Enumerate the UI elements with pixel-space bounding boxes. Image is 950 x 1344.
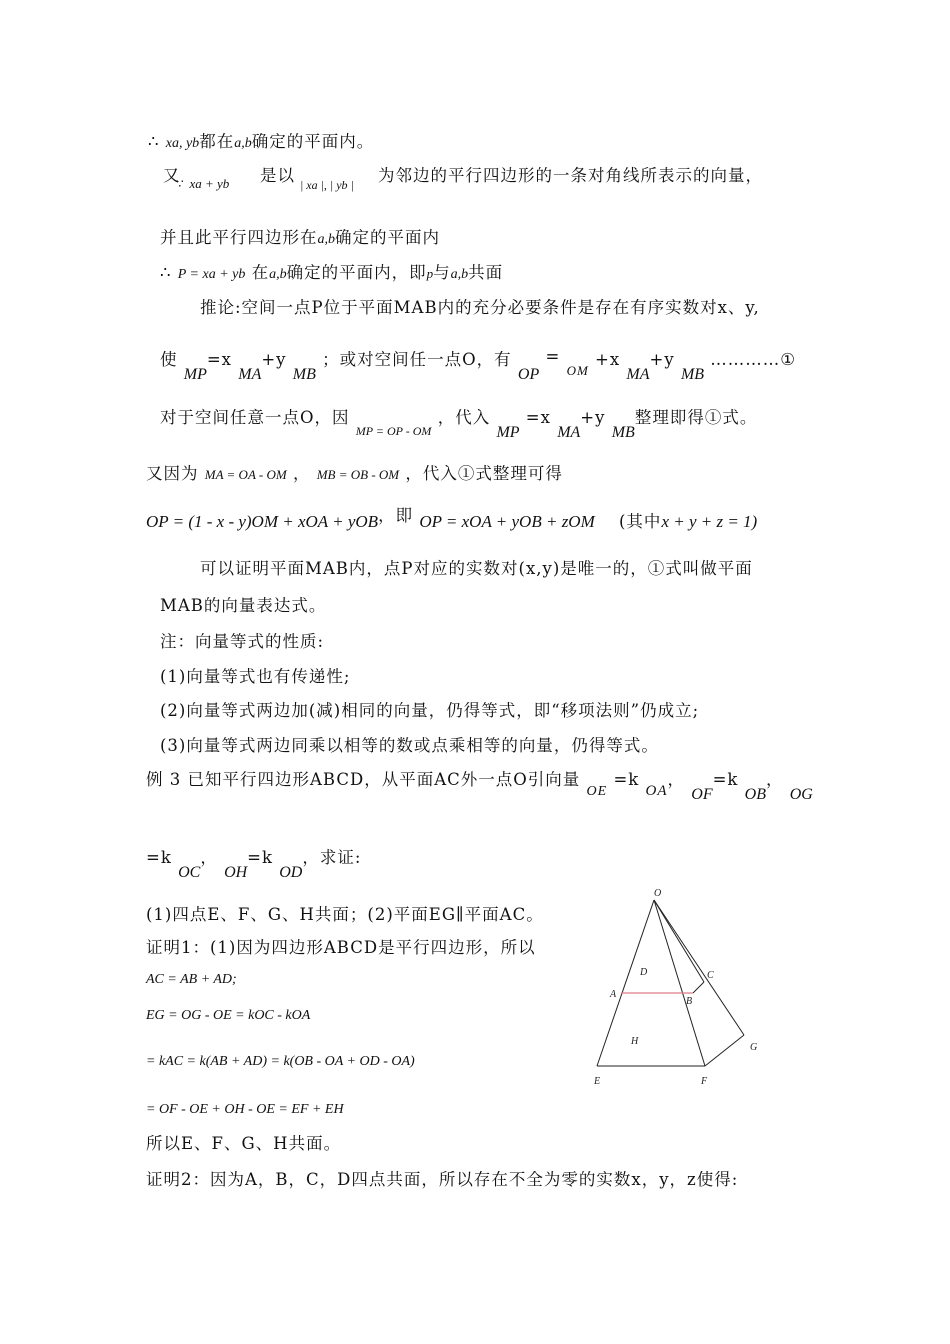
vector-label: OD: [279, 864, 303, 881]
text-span: ，: [766, 770, 784, 789]
text-span: ，即: [378, 506, 414, 525]
text-span: ，: [667, 770, 686, 789]
vector-label: OM: [566, 363, 589, 378]
edge-BC: [693, 982, 704, 993]
because-expression: [176, 176, 229, 192]
vector-expression: a,b: [450, 267, 469, 282]
label-F: F: [701, 1076, 708, 1087]
text-span: 并且此平行四边形在: [160, 228, 318, 247]
vector-label: OP: [517, 366, 540, 383]
vector-expression: a,b: [317, 232, 335, 247]
text-span: +y: [261, 350, 287, 369]
note-item-2: [160, 697, 699, 721]
vector-expression: MB = OB - OM: [316, 467, 400, 482]
text-span: (其中: [619, 512, 662, 531]
label-D: D: [640, 967, 648, 978]
text-span: ，求证:: [302, 848, 362, 867]
text-span: 又因为: [146, 464, 199, 483]
vector-label: OH: [224, 864, 248, 881]
text-span: (1)向量等式也有传递性;: [160, 667, 351, 686]
text-span: (1)四点E、F、G、H共面；(2)平面EG∥平面AC。: [146, 905, 544, 924]
text-line-3: [160, 224, 440, 248]
vector-label: MA: [626, 366, 650, 383]
text-line-10: [200, 555, 753, 579]
label-B: B: [686, 996, 693, 1007]
text-line-1: [148, 128, 374, 152]
text-span: 使: [160, 350, 178, 369]
text-span: =k: [247, 848, 273, 867]
vector-expression: | xa |, | yb |: [300, 178, 354, 192]
equation: = OF - OE + OH - OE = EF + EH: [146, 1102, 344, 1117]
vector-expression: MP = OP - OM: [355, 424, 432, 438]
text-span: =k: [613, 770, 640, 789]
label-G: G: [750, 1042, 758, 1053]
text-span: ，: [200, 848, 218, 867]
abs-expression: [300, 178, 354, 193]
vector-expression: xa, yb: [165, 136, 200, 151]
proof-1-conclusion: [146, 1130, 341, 1154]
proof-2-intro: [146, 1166, 738, 1190]
text-span: 注：向量等式的性质:: [160, 632, 325, 651]
text-span: 对于空间任意一点O，因: [160, 408, 350, 427]
equation: = kAC = k(AB + AD) = k(OB - OA + OD - OA): [146, 1054, 415, 1069]
label-C: C: [707, 970, 714, 981]
vector-label: MB: [292, 366, 316, 383]
label-A: A: [610, 989, 617, 1000]
text-line-9: [146, 508, 757, 532]
because-symbol: ∵: [176, 177, 185, 191]
vector-expression: P = xa + yb: [177, 267, 246, 282]
text-span: 共面: [468, 263, 504, 282]
text-line-2b: [260, 162, 295, 186]
proof-1-eq-2: [146, 1004, 310, 1024]
example-line-2: [146, 844, 362, 881]
text-span: 在: [251, 263, 270, 282]
geometry-figure: [580, 880, 780, 1090]
equation: x + y + z = 1): [661, 512, 758, 531]
edge-OG: [654, 900, 744, 1035]
proof-1-eq-3: [146, 1050, 415, 1070]
therefore-symbol: ∴: [160, 263, 172, 282]
text-line-5: [200, 294, 760, 318]
text-line-8: [146, 460, 563, 484]
text-span: 又: [163, 166, 181, 185]
text-span: 推论:空间一点P位于平面MAB内的充分必要条件是存在有序实数对x、y,: [200, 298, 760, 317]
vector-label: OA: [645, 783, 668, 799]
example-question: [146, 901, 544, 925]
label-H: H: [631, 1036, 639, 1047]
text-span: =: [545, 347, 561, 366]
vector-label: OC: [178, 864, 201, 881]
vector-label: MB: [680, 366, 705, 383]
text-line-11: [160, 592, 326, 616]
text-line-6: [160, 346, 797, 383]
text-span: 整理即得①式。: [634, 408, 758, 427]
text-span: +y: [649, 350, 675, 369]
vector-expression: a,b: [269, 267, 287, 282]
text-line-4: [160, 259, 503, 283]
label-O: O: [654, 888, 662, 899]
vector-expression: p: [426, 266, 434, 281]
note-item-3: [160, 732, 659, 756]
vector-label: OB: [744, 786, 766, 803]
text-span: 所以E、F、G、H共面。: [146, 1134, 342, 1153]
edge-OC: [654, 900, 704, 982]
text-line-7: [160, 404, 758, 441]
vector-expression: a,b: [234, 136, 252, 151]
text-span: 与: [433, 263, 451, 282]
text-span: (3)向量等式两边同乘以相等的数或点乘相等的向量，仍得等式。: [160, 736, 659, 755]
edge-OE: [597, 900, 654, 1066]
edge-OF: [654, 900, 705, 1066]
equation: EG = OG - OE = kOC - kOA: [146, 1008, 311, 1023]
text-span: (2)向量等式两边加(减)相同的向量，仍得等式，即“移项法则”仍成立;: [160, 701, 700, 720]
vector-label: OE: [586, 784, 608, 799]
text-span: 为邻边的平行四边形的一条对角线所表示的向量，: [378, 166, 763, 185]
text-span: MAB的向量表达式。: [160, 596, 327, 615]
text-span: =k: [712, 770, 739, 789]
note-item-1: [160, 663, 350, 687]
vector-expression: xa + yb: [189, 176, 230, 191]
equation: OP = (1 - x - y)OM + xOA + yOB: [146, 512, 379, 531]
text-span: =k: [146, 848, 172, 867]
equation: AC = AB + AD;: [146, 972, 237, 987]
proof-1-intro: [146, 934, 536, 958]
vector-label: OF: [691, 786, 713, 803]
vector-expression: MA = OA - OM: [204, 467, 287, 482]
equation: OP = xOA + yOB + zOM: [419, 512, 595, 531]
text-span: …………①: [710, 350, 797, 369]
vector-label: MA: [557, 424, 581, 441]
text-span: 是以: [260, 166, 295, 185]
text-span: ；或对空间任一点O，有: [322, 350, 512, 369]
text-line-2c: [378, 162, 763, 186]
vector-label: OG: [789, 786, 813, 803]
text-span: 确定的平面内: [335, 228, 440, 247]
text-span: ，: [292, 464, 311, 483]
text-span: 确定的平面内。: [251, 132, 375, 151]
text-span: +y: [580, 408, 606, 427]
note-heading: [160, 628, 324, 652]
text-span: 证明2：因为A，B，C，D四点共面，所以存在不全为零的实数x，y，z使得:: [146, 1170, 739, 1189]
label-E: E: [594, 1076, 601, 1087]
vector-label: MP: [496, 424, 520, 441]
proof-1-eq-1: [146, 968, 237, 988]
text-span: ，代入: [437, 408, 491, 427]
proof-1-eq-4: [146, 1098, 344, 1118]
text-span: 确定的平面内，即: [286, 263, 427, 282]
text-span: 可以证明平面MAB内，点P对应的实数对(x,y)是唯一的，①式叫做平面: [200, 559, 753, 578]
edge-FG: [705, 1035, 744, 1066]
text-span: 证明1：(1)因为四边形ABCD是平行四边形，所以: [146, 938, 536, 957]
vector-label: MP: [183, 366, 207, 383]
text-span: ，代入①式整理可得: [405, 464, 563, 483]
text-span: +x: [595, 350, 621, 369]
text-span: =x: [206, 350, 232, 369]
text-span: =x: [525, 408, 551, 427]
text-span: 都在: [199, 132, 235, 151]
text-span: 例 3 已知平行四边形ABCD，从平面AC外一点O引向量: [146, 770, 581, 789]
vector-label: MA: [238, 366, 262, 383]
example-line-1: [146, 766, 813, 803]
therefore-symbol: ∴: [148, 132, 160, 151]
vector-label: MB: [611, 424, 635, 441]
